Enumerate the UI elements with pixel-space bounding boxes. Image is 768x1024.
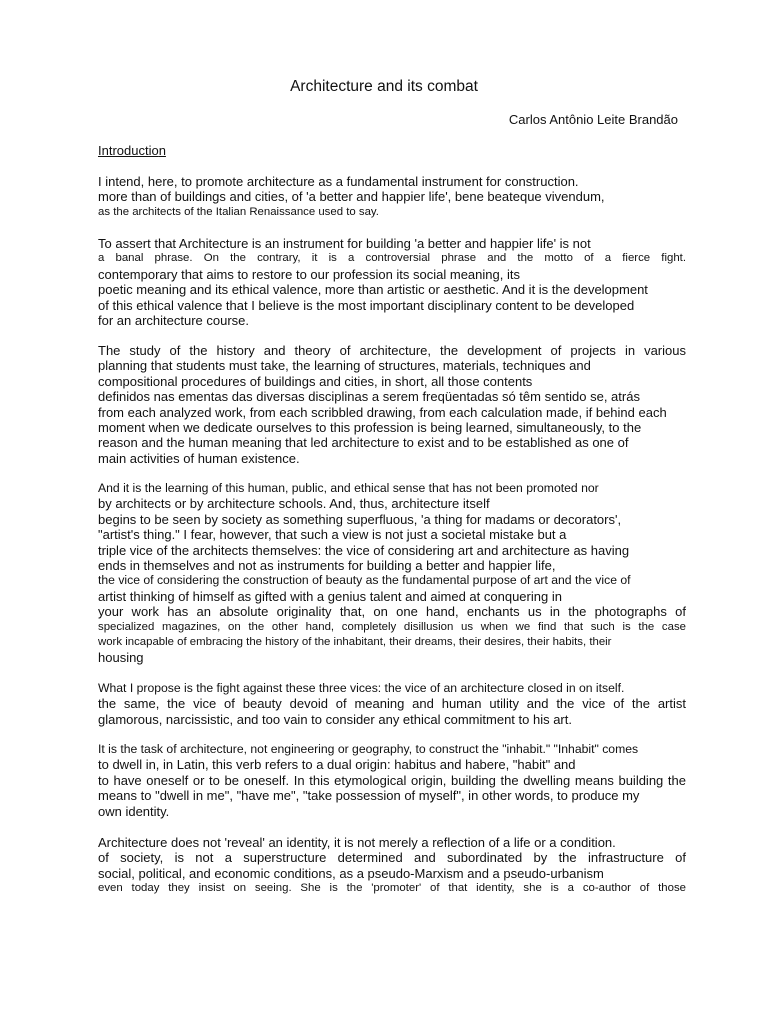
text-line: work incapable of embracing the history of the inhabitant, their dreams, their desires, their habits, their (98, 635, 612, 648)
paragraph (98, 481, 686, 666)
paragraph (98, 742, 686, 819)
paragraph (98, 835, 686, 897)
text-line: as the architects of the Italian Renaissance used to say. (98, 205, 379, 218)
text-line: compositional procedures of buildings and cities, in short, all those contents (98, 373, 533, 389)
text-line: I intend, here, to promote architecture as a fundamental instrument for construction. (98, 174, 579, 189)
section-heading (98, 143, 166, 158)
text-line: The study of the history and theory of architecture, the development of projects in various (98, 343, 686, 358)
text-line: It is the task of architecture, not engineering or geography, to construct the "inhabit." "Inhabit" comes (98, 742, 639, 756)
text-line: glamorous, narcissistic, and too vain to consider any ethical commitment to his art. (98, 711, 572, 727)
paragraph (98, 343, 686, 466)
text-line: even today they insist on seeing. She is the 'promoter' of that identity, she is a co-author of those (98, 882, 686, 895)
text-line: To assert that Architecture is an instrument for building 'a better and happier life' is not (98, 236, 591, 251)
text-line: Architecture does not 'reveal' an identity, it is not merely a reflection of a life or a condition. (98, 835, 616, 850)
text-line: contemporary that aims to restore to our profession its social meaning, its (98, 266, 520, 282)
text-line: from each analyzed work, from each scribbled drawing, from each calculation made, if behind each (98, 404, 667, 420)
text-line: more than of buildings and cities, of 'a better and happier life', bene beateque vivendum, (98, 189, 605, 205)
text-line: to dwell in, in Latin, this verb refers to a dual origin: habitus and habere, "habit" and (98, 757, 576, 773)
text-line: the vice of considering the construction of beauty as the fundamental purpose of art and the vice of (98, 573, 631, 588)
text-line: for an architecture course. (98, 312, 250, 328)
paragraph (98, 236, 686, 328)
text-line: begins to be seen by society as something superfluous, 'a thing for madams or decorators', (98, 511, 622, 527)
text-line: ends in themselves and not as instruments for building a better and happier life, (98, 557, 556, 573)
text-line: poetic meaning and its ethical valence, more than artistic or aesthetic. And it is the development (98, 282, 648, 298)
text-line: What I propose is the fight against these three vices: the vice of an architecture closed in on itself. (98, 681, 625, 695)
text-line: And it is the learning of this human, public, and ethical sense that has not been promoted nor (98, 481, 599, 495)
text-line: to have oneself or to be oneself. In this etymological origin, building the dwelling means building the (98, 772, 686, 788)
text-line: means to "dwell in me", "have me", "take possession of myself", in other words, to produce my (98, 788, 640, 804)
section-heading-main: Introductio (98, 143, 159, 158)
text-line: main activities of human existence. (98, 450, 300, 466)
text-line: a banal phrase. On the contrary, it is a controversial phrase and the motto of a fierce fight. (98, 252, 686, 265)
text-line: specialized magazines, on the other hand, completely disillusion us when we find that such is the case (98, 620, 686, 633)
text-line: of society, is not a superstructure determined and subordinated by the infrastructure of (98, 850, 686, 866)
text-line: the same, the vice of beauty devoid of meaning and human utility and the vice of the artist (98, 696, 686, 712)
section-heading-tail: n (158, 143, 166, 158)
text-line: reason and the human meaning that led architecture to exist and to be established as one of (98, 435, 629, 451)
text-line: "artist's thing." I fear, however, that such a view is not just a societal mistake but a (98, 527, 567, 543)
text-line: by architects or by architecture schools. And, thus, architecture itself (98, 496, 490, 512)
text-line: definidos nas ementas das diversas disciplinas a serem freqüentadas só têm sentido se, atrás (98, 389, 640, 405)
document-author: Carlos Antônio Leite Brandão (508, 112, 678, 127)
text-line: moment when we dedicate ourselves to this profession is being learned, simultaneously, to the (98, 419, 642, 435)
text-line: triple vice of the architects themselves: the vice of considering art and architecture as having (98, 542, 630, 558)
document-title: Architecture and its combat (290, 78, 478, 95)
text-line: social, political, and economic conditions, as a pseudo-Marxism and a pseudo-urbanism (98, 865, 604, 881)
text-line: planning that students must take, the learning of structures, materials, techniques and (98, 358, 591, 374)
paragraph (98, 174, 686, 220)
text-line: your work has an absolute originality that, on one hand, enchants us in the photographs of (98, 604, 686, 620)
text-line: artist thinking of himself as gifted with a genius talent and aimed at conquering in (98, 588, 562, 604)
paragraph (98, 681, 686, 727)
text-line: own identity. (98, 803, 170, 819)
text-line: housing (98, 650, 144, 666)
text-line: of this ethical valence that I believe is the most important disciplinary content to be developed (98, 297, 635, 313)
